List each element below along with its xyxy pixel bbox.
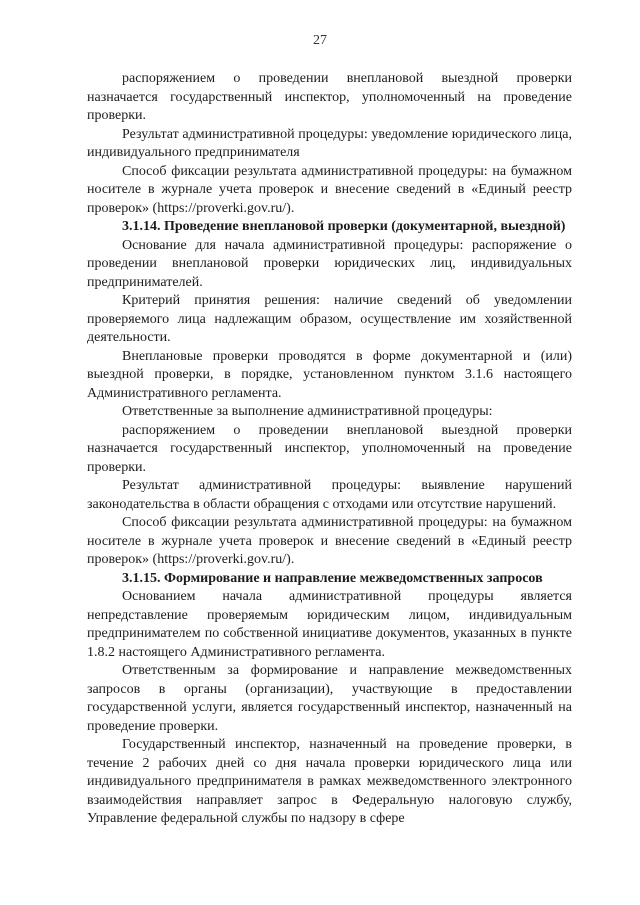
section-heading: 3.1.14. Проведение внеплановой проверки (документарной, выездной) <box>122 219 566 234</box>
paragraph: Результат административной процедуры: выявление нарушений законодательства в области обращения с отходами или отсутствие нарушений. <box>87 478 572 512</box>
paragraph: распоряжением о проведении внеплановой выездной проверки назначается государственный инспектор, уполномоченный на проведение проверки. <box>87 422 572 475</box>
paragraph: Результат административной процедуры: уведомление юридического лица, индивидуального предпринимателя <box>87 126 572 160</box>
paragraph: распоряжением о проведении внеплановой выездной проверки назначается государственный инспектор, уполномоченный на проведение проверки. <box>87 71 572 123</box>
paragraph: Ответственным за формирование и направление межведомственных запросов в органы (организации), участвующие в предоставлении государственной услуги, является государственный инспектор, назначенный на проведение проверки. <box>87 663 572 734</box>
paragraph: Внеплановые проверки проводятся в форме документарной и (или) выездной проверки, в порядке, установленном пунктом 3.1.6 настоящего Административного регламента. <box>87 348 572 401</box>
paragraph: Способ фиксации результата административной процедуры: на бумажном носителе в журнале учета проверок и внесение сведений в «Единый реестр проверок» (https://proverki.gov.ru/). <box>87 515 572 567</box>
paragraph: Государственный инспектор, назначенный на проведение проверки, в течение 2 рабочих дней со дня начала проверки юридического лица или индивидуального предпринимателя в рамках межведомственного электронного взаимодействия направляет запрос в Федеральную налоговую службу, Управление федеральной службы по надзору в сфере <box>87 737 572 826</box>
section-heading: 3.1.15. Формирование и направление межведомственных запросов <box>122 570 543 586</box>
paragraph: Основанием начала административной процедуры является непредставление проверяемым юридическим лицом, индивидуальным предпринимателем по собственной инициативе документов, указанных в пункте 1.8.2 настоящего Административного регламента. <box>87 589 572 660</box>
paragraph: Основание для начала административной процедуры: распоряжение о проведении внеплановой проверки юридических лиц, индивидуальных предпринимателей. <box>87 237 572 290</box>
page-number: 27 <box>313 33 327 48</box>
paragraph: Ответственные за выполнение административной процедуры: <box>122 404 493 419</box>
paragraph: Способ фиксации результата административной процедуры: на бумажном носителе в журнале учета проверок и внесение сведений в «Единый реестр проверок» (https://proverki.gov.ru/). <box>87 163 572 216</box>
paragraph: Критерий принятия решения: наличие сведений об уведомлении проверяемого лица надлежащим образом, осуществление им хозяйственной деятельности. <box>87 293 572 345</box>
document-body <box>87 70 572 829</box>
